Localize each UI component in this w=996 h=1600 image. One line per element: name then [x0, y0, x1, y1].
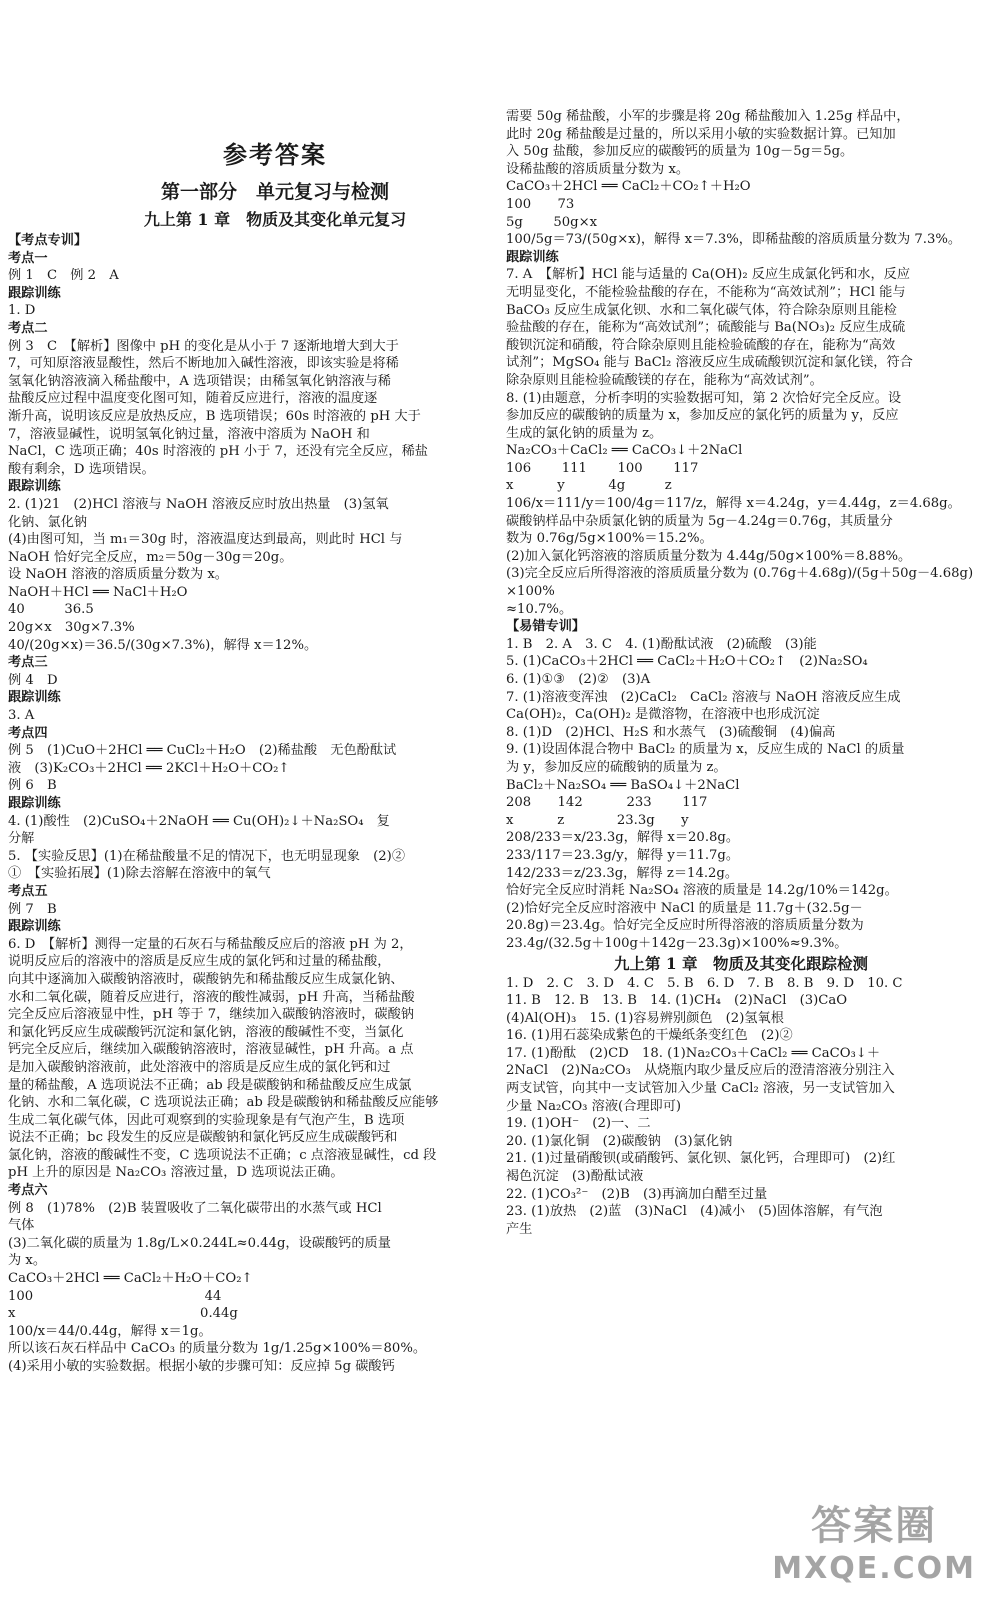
text-line: 设 NaOH 溶液的溶质质量分数为 x。 [8, 567, 228, 583]
text-line: 碳酸钠样品中杂质氯化钠的质量为 5g－4.24g＝0.76g，其质量分 [506, 513, 893, 529]
text-line: 7，溶液显碱性，说明氢氧化钠过量，溶液中溶质为 NaOH 和 [8, 426, 370, 442]
text-line: 氯化钠，溶液的酸碱性不变，C 选项说法不正确；c 点溶液显碱性，cd 段 [8, 1147, 437, 1163]
text-line: 例 4 D [8, 672, 58, 688]
text-line: 考点三 [8, 655, 48, 671]
text-line: 除杂原则且能检验硫酸镁的存在，能称为“高效试剂”。 [506, 372, 823, 388]
text-line: NaOH 恰好完全反应，m₂＝50g－30g＝20g。 [8, 549, 293, 565]
text-line: 2. (1)21 (2)HCl 溶液与 NaOH 溶液反应时放出热量 (3)氢氧 [8, 496, 389, 512]
text-line: 考点四 [8, 725, 48, 741]
chapter-title: 九上第 1 章 物质及其变化单元复习 [143, 210, 407, 229]
text-line: Na₂CO₃＋CaCl₂ ══ CaCO₃↓＋2NaCl [506, 443, 743, 459]
right-column [506, 108, 976, 1238]
text-line: Ca(OH)₂，Ca(OH)₂ 是微溶物，在溶液中也形成沉淀 [506, 707, 820, 723]
text-line: (4)由图可知，当 m₁＝30g 时，溶液温度达到最高，则此时 HCl 与 [8, 532, 403, 548]
right-column-part2 [506, 975, 976, 1239]
text-line: 20. (1)氯化铜 (2)碳酸钠 (3)氯化钠 [506, 1133, 733, 1149]
text-line: x 0.44g [8, 1306, 238, 1322]
text-line: 考点二 [8, 320, 48, 336]
text-line: 生成的氯化钠的质量为 z。 [506, 425, 663, 441]
text-line: (4)采用小敏的实验数据。根据小敏的步骤可知：反应掉 5g 碳酸钙 [8, 1359, 395, 1374]
text-line: 142/233＝z/23.3g，解得 z＝14.2g。 [506, 865, 739, 881]
text-line: 例 7 B [8, 901, 57, 917]
text-line: 少量 Na₂CO₃ 溶液(合理即可) [506, 1098, 682, 1114]
text-line: 钙完全反应后，继续加入碳酸钠溶液时，溶液显碱性，pH 升高。a 点 [8, 1042, 414, 1058]
text-line: (2)加入氯化钙溶液的溶质质量分数为 4.44g/50g×100%＝8.88%。 [506, 548, 912, 564]
text-line: 7. A 【解析】HCl 能与适量的 Ca(OH)₂ 反应生成氯化钙和水，反应 [506, 267, 911, 283]
text-line: 6. D 【解析】测得一定量的石灰石与稀盐酸反应后的溶液 pH 为 2， [8, 936, 413, 952]
text-line: 此时 20g 稀盐酸是过量的，所以采用小敏的实验数据计算。已知加 [506, 126, 896, 142]
text-line: 褐色沉淀 (3)酚酞试液 [506, 1169, 644, 1185]
text-line: 23.4g/(32.5g＋100g＋142g－23.3g)×100%≈9.3%。 [506, 935, 848, 951]
text-line: 17. (1)酚酞 (2)CD 18. (1)Na₂CO₃＋CaCl₂ ══ CaCO₃↓＋ [506, 1045, 881, 1061]
text-line: 产生 [506, 1221, 533, 1237]
text-line: 40/(20g×x)＝36.5/(30g×7.3%)，解得 x＝12%。 [8, 637, 318, 653]
text-line: 例 3 C 【解析】图像中 pH 的变化是从小于 7 逐渐地增大到大于 [8, 338, 399, 354]
text-line: 100 73 [506, 196, 575, 212]
text-line: pH 上升的原因是 Na₂CO₃ 溶液过量，D 选项说法正确。 [8, 1165, 344, 1181]
text-line: 2NaCl (2)Na₂CO₃ 从烧瓶内取少量反应后的澄清溶液分别注入 [506, 1063, 895, 1079]
text-line: 7，可知原溶液显酸性，然后不断地加入碱性溶液，即该实验是将稀 [8, 356, 399, 372]
text-line: 22. (1)CO₃²⁻ (2)B (3)再滴加白醋至过量 [506, 1186, 768, 1202]
text-line: 例 1 C 例 2 A [8, 268, 119, 284]
text-line: 【易错专训】 [506, 619, 586, 635]
text-line: 208/233＝x/23.3g，解得 x＝20.8g。 [506, 830, 740, 846]
text-line: 向其中逐滴加入碳酸钠溶液时，碳酸钠先和稀盐酸反应生成氯化钠、 [8, 971, 404, 987]
text-line: 量的稀盐酸，A 选项说法不正确；ab 段是碳酸钠和稀盐酸反应生成氯 [8, 1077, 412, 1093]
text-line: 208 142 233 117 [506, 795, 708, 811]
text-line: 化钠、水和二氧化碳，C 选项说法正确；ab 段是碳酸钠和稀盐酸反应能够 [8, 1095, 439, 1111]
text-line: BaCO₃ 反应生成氯化钡、水和二氧化碳气体，符合除杂原则且能检 [506, 302, 897, 318]
text-line: 所以该石灰石样品中 CaCO₃ 的质量分数为 1g/1.25g×100%＝80%。 [8, 1341, 427, 1357]
text-line: 21. (1)过量硝酸钡(或硝酸钙、氯化钡、氯化钙，合理即可) (2)红 [506, 1151, 896, 1167]
text-line: 为 x。 [8, 1253, 47, 1269]
text-line: CaCO₃＋2HCl ══ CaCl₂＋H₂O＋CO₂↑ [8, 1271, 253, 1287]
text-line: 考点六 [8, 1183, 48, 1199]
text-line: 跟踪训练 [8, 479, 61, 495]
text-line: 20.8g)＝23.4g。恰好完全反应时所得溶液的溶质质量分数为 [506, 918, 864, 934]
text-line: 酸钡沉淀和硝酸，符合除杂原则且能检验硫酸的存在，能称为“高效 [506, 337, 896, 353]
text-line: 跟踪训练 [8, 285, 61, 301]
document-title: 参考答案 [223, 140, 327, 169]
text-line: 20g×x 30g×7.3% [8, 620, 135, 636]
text-line: 两支试管，向其中一支试管加入少量 CaCl₂ 溶液，另一支试管加入 [506, 1081, 895, 1097]
text-line: 生成二氧化碳气体，因此可观察到的实验现象是有气泡产生，B 选项 [8, 1112, 405, 1128]
text-line: 19. (1)OH⁻ (2)一、二 [506, 1116, 651, 1132]
text-line: 需要 50g 稀盐酸，小军的步骤是将 20g 稀盐酸加入 1.25g 样品中， [506, 109, 910, 124]
text-line: ① 【实验拓展】(1)除去溶解在溶液中的氧气 [8, 866, 271, 882]
text-line: 100/5g＝73/(50g×x)，解得 x＝7.3%，即稀盐酸的溶质质量分数为 7.3%。 [506, 232, 962, 248]
text-line: 7. (1)溶液变浑浊 (2)CaCl₂ CaCl₂ 溶液与 NaOH 溶液反应生成 [506, 689, 901, 705]
text-line: 233/117＝23.3g/y，解得 y＝11.7g。 [506, 847, 740, 863]
text-line: (2)恰好完全反应时溶液中 NaCl 的质量是 11.7g＋(32.5g－ [506, 900, 863, 916]
right-column-part1 [506, 108, 976, 953]
text-line: 跟踪训练 [506, 249, 559, 265]
text-line: (3)二氧化碳的质量为 1.8g/L×0.244L≈0.44g，设碳酸钙的质量 [8, 1235, 391, 1251]
part-title: 第一部分 单元复习与检测 [160, 181, 389, 203]
text-line: 5. 【实验反思】(1)在稀盐酸量不足的情况下，也无明显现象 (2)② [8, 848, 406, 864]
text-line: 跟踪训练 [8, 796, 61, 811]
text-line: 1. B 2. A 3. C 4. (1)酚酞试液 (2)硫酸 (3)能 [506, 636, 817, 652]
text-line: (3)完全反应后所得溶液的溶质质量分数为 (0.76g＋4.68g)/(5g＋50g－4.68g)×100% [506, 566, 974, 600]
text-line: 酸有剩余，D 选项错误。 [8, 461, 155, 477]
text-line: 1. D [8, 303, 36, 319]
text-line: 恰好完全反应时消耗 Na₂SO₄ 溶液的质量是 14.2g/10%＝142g。 [506, 883, 898, 899]
text-line: 5. (1)CaCO₃＋2HCl ══ CaCl₂＋H₂O＋CO₂↑ (2)Na₂SO₄ [506, 654, 868, 670]
text-line: 8. (1)由题意，分析李明的实验数据可知，第 2 次恰好完全反应。设 [506, 390, 902, 406]
text-line: x y 4g z [506, 478, 672, 494]
text-line: 106/x＝111/y＝100/4g＝117/z，解得 x＝4.24g，y＝4.44g，z＝4.68g。 [506, 496, 961, 512]
text-line: 例 6 B [8, 778, 57, 794]
text-line: 5g 50g×x [506, 214, 598, 230]
text-line: 4. (1)酸性 (2)CuSO₄＋2NaOH ══ Cu(OH)₂↓＋Na₂SO₄ 复 [8, 813, 390, 829]
watermark-logo-text: 答案圈 [811, 1503, 938, 1549]
text-line: CaCO₃＋2HCl ══ CaCl₂＋CO₂↑＋H₂O [506, 179, 751, 195]
text-line: 跟踪训练 [8, 690, 61, 706]
text-line: 11. B 12. B 13. B 14. (1)CH₄ (2)NaCl (3)CaO [506, 993, 848, 1009]
text-line: 23. (1)放热 (2)蓝 (3)NaCl (4)减小 (5)固体溶解，有气泡 [506, 1204, 883, 1220]
text-line: 试剂”；MgSO₄ 能与 BaCl₂ 溶液反应生成硫酸钡沉淀和氯化镁，符合 [506, 355, 913, 371]
text-line: 100/x＝44/0.44g，解得 x＝1g。 [8, 1323, 212, 1339]
text-line: 100 44 [8, 1288, 222, 1304]
text-line: 验盐酸的存在，能称为“高效试剂”；硫酸能与 Ba(NO₃)₂ 反应生成硫 [506, 320, 906, 336]
text-line: 气体 [8, 1218, 35, 1234]
text-line: 例 5 (1)CuO＋2HCl ══ CuCl₂＋H₂O (2)稀盐酸 无色酚酞试 [8, 743, 397, 759]
text-line: 渐升高，说明该反应是放热反应，B 选项错误；60s 时溶液的 pH 大于 [8, 408, 421, 424]
text-line: 和氯化钙反应生成碳酸钙沉淀和氯化钠，溶液的酸碱性不变，当氯化 [8, 1024, 404, 1040]
text-line: 盐酸反应过程中温度变化图可知，随着反应进行，溶液的温度逐 [8, 391, 378, 407]
text-line: 106 111 100 117 [506, 460, 699, 476]
text-line: 设稀盐酸的溶质质量分数为 x。 [506, 161, 690, 177]
text-line: 说法不正确；bc 段发生的反应是碳酸钠和氯化钙反应生成碳酸钙和 [8, 1130, 398, 1146]
text-line: 例 8 (1)78% (2)B 装置吸收了二氧化碳带出的水蒸气或 HCl [8, 1200, 382, 1216]
text-line: 说明反应后的溶液中的溶质是反应生成的氯化钙和过量的稀盐酸， [8, 954, 391, 970]
text-line: 1. D 2. C 3. D 4. C 5. B 6. D 7. B 8. B 9. D 10. C [506, 975, 903, 991]
text-line: 完全反应后溶液显中性，pH 等于 7，继续加入碳酸钠溶液时，碳酸钠 [8, 1007, 414, 1023]
text-line: 氢氧化钠溶液滴入稀盐酸中，A 选项错误；由稀氢氧化钠溶液与稀 [8, 373, 391, 389]
text-line: ≈10.7%。 [506, 601, 573, 617]
text-line: NaCl，C 选项正确；40s 时溶液的 pH 小于 7，还没有完全反应，稀盐 [8, 444, 428, 460]
text-line: NaOH＋HCl ══ NaCl＋H₂O [8, 584, 188, 600]
text-line: BaCl₂＋Na₂SO₄ ══ BaSO₄↓＋2NaCl [506, 777, 740, 793]
text-line: 8. (1)D (2)HCl、H₂S 和水蒸气 (3)硫酸铜 (4)偏高 [506, 724, 836, 740]
text-line: 化钠、氯化钠 [8, 514, 88, 530]
text-line: 跟踪训练 [8, 919, 61, 935]
text-line: 【考点专训】 [8, 233, 88, 248]
watermark-logo [772, 1494, 976, 1586]
text-line: 16. (1)用石蕊染成紫色的干燥纸条变红色 (2)② [506, 1028, 793, 1044]
text-line: 液 (3)K₂CO₃＋2HCl ══ 2KCl＋H₂O＋CO₂↑ [8, 760, 290, 776]
text-line: 考点五 [8, 883, 48, 899]
text-line: 考点一 [8, 250, 48, 266]
text-line: 无明显变化，不能检验盐酸的存在，不能称为“高效试剂”；HCl 能与 [506, 284, 906, 300]
text-line: x z 23.3g y [506, 812, 689, 828]
text-line: 参加反应的碳酸钠的质量为 x，参加反应的氯化钙的质量为 y，反应 [506, 408, 899, 424]
text-line: 3. A [8, 708, 35, 724]
text-line: 入 50g 盐酸，参加反应的碳酸钙的质量为 10g－5g＝5g。 [506, 144, 854, 160]
watermark-logo-url: MXQE.COM [772, 1551, 976, 1586]
text-line: 是加入碳酸钠溶液前，此处溶液中的溶质是反应生成的氯化钙和过 [8, 1059, 391, 1075]
text-line: 为 y，参加反应的硫酸钠的质量为 z。 [506, 759, 727, 775]
text-line: 40 36.5 [8, 602, 94, 618]
text-line: 6. (1)①③ (2)② (3)A [506, 672, 651, 687]
text-line: 水和二氧化碳，随着反应进行，溶液的酸性减弱，pH 升高，当稀盐酸 [8, 989, 415, 1005]
chapter2-title: 九上第 1 章 物质及其变化跟踪检测 [613, 953, 869, 973]
text-line: 数为 0.76g/5g×100%＝15.2%。 [506, 531, 713, 547]
left-column [8, 232, 478, 1376]
text-line: 9. (1)设固体混合物中 BaCl₂ 的质量为 x，反应生成的 NaCl 的质量 [506, 742, 905, 758]
text-line: 分解 [8, 831, 35, 847]
text-line: (4)Al(OH)₃ 15. (1)容易辨别颜色 (2)氢氧根 [506, 1010, 784, 1026]
